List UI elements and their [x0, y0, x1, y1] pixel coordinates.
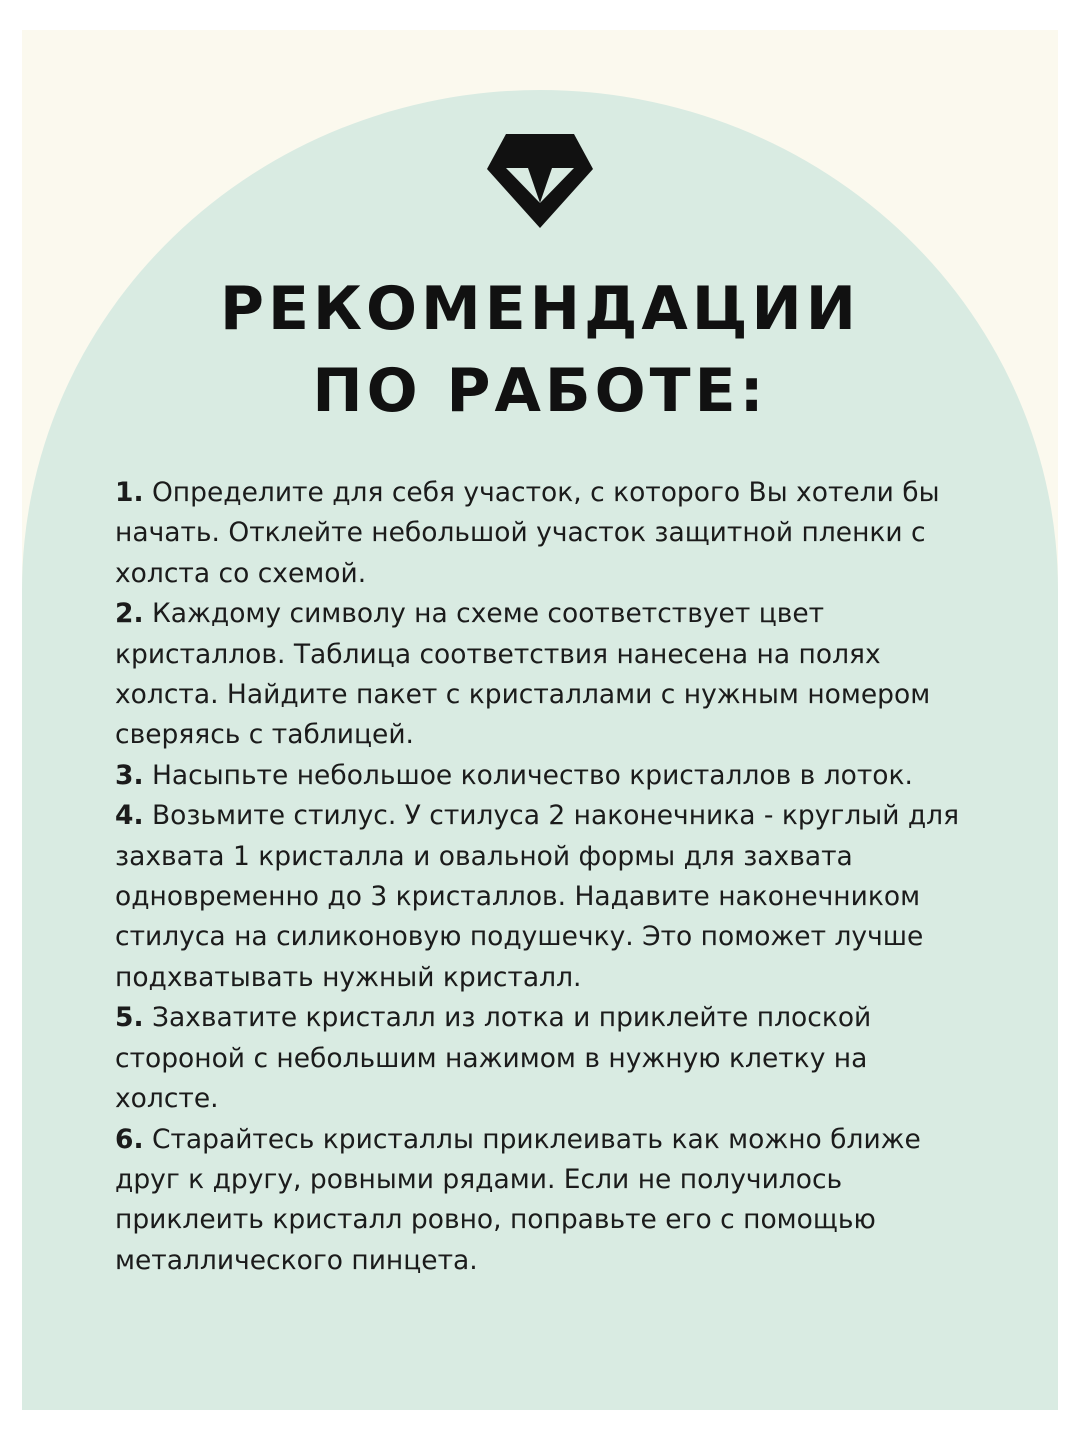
title-line-1: РЕКОМЕНДАЦИИ [220, 274, 860, 344]
title-line-2: ПО РАБОТЕ: [312, 356, 768, 426]
step-item-2 [115, 594, 975, 756]
recommendations-list [115, 473, 975, 1281]
step-number: 5. [115, 1002, 144, 1034]
step-text: Возьмите стилус. У стилуса 2 наконечника - круглый для захвата 1 кристалла и овальной формы для захвата одновременно до 3 кристаллов. Надавите наконечником стилуса на силиконовую подушечку. Это поможет лучше подхватывать нужный кристалл. [115, 800, 960, 993]
step-number: 2. [115, 598, 144, 630]
step-number: 1. [115, 477, 144, 508]
step-item-4 [115, 796, 975, 998]
step-text: Определите для себя участок, с которого Вы хотели бы начать. Отклейте небольшой участок защитной пленки с холста со схемой. [115, 477, 940, 589]
step-item-6 [115, 1120, 975, 1282]
step-text: Старайтесь кристаллы приклеивать как можно ближе друг к другу, ровными рядами. Если не получилось приклеить кристалл ровно, поправьте его с помощью металлического пинцета. [115, 1123, 921, 1276]
step-text: Захватите кристалл из лотка и приклейте плоской стороной с небольшим нажимом в нужную клетку на холсте. [115, 1002, 872, 1115]
step-number: 4. [115, 800, 144, 832]
step-number: 3. [115, 759, 144, 791]
step-item-5 [115, 998, 975, 1119]
step-item-1 [115, 473, 975, 594]
diamond-icon [484, 131, 596, 231]
step-text: Насыпьте небольшое количество кристаллов в лоток. [151, 759, 913, 791]
page-title [0, 268, 1080, 432]
step-number: 6. [115, 1123, 144, 1155]
step-item-3 [115, 756, 975, 796]
step-text: Каждому символу на схеме соответствует цвет кристаллов. Таблица соответствия нанесена на полях холста. Найдите пакет с кристаллами с нужным номером сверяясь с таблицей. [115, 598, 931, 751]
